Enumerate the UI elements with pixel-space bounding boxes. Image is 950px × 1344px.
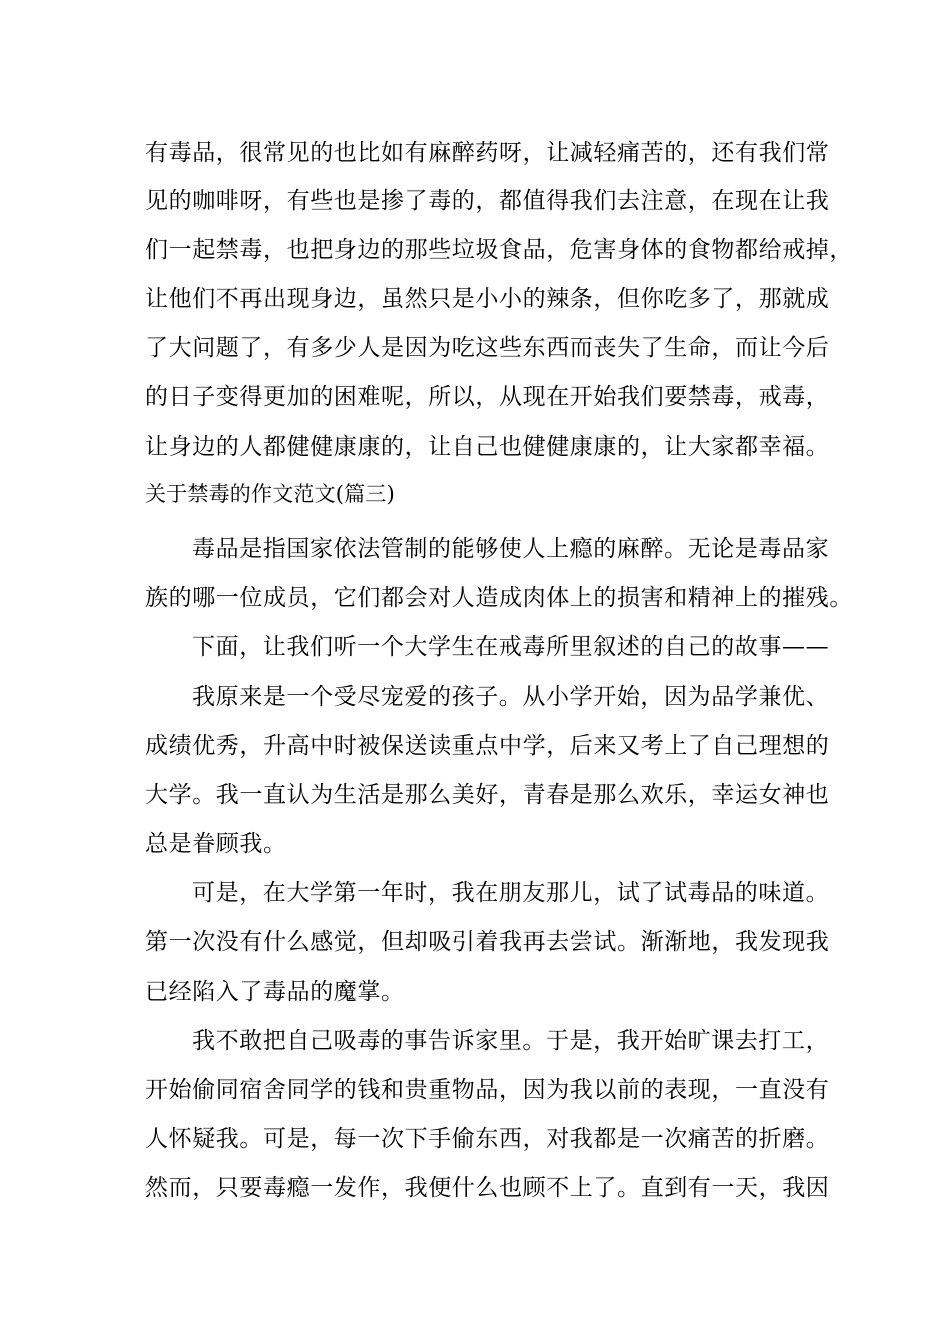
text-line: 我原来是一个受尽宠爱的孩子。从小学开始，因为品学兼优、	[192, 684, 830, 710]
text-line: 然而，只要毒瘾一发作，我便什么也顾不上了。直到有一天，我因	[145, 1175, 830, 1201]
text-line: 人怀疑我。可是，每一次下手偷东西，对我都是一次痛苦的折磨。	[145, 1126, 830, 1152]
text-line: 下面，让我们听一个大学生在戒毒所里叙述的自己的故事——	[192, 634, 830, 660]
text-line: 总是眷顾我。	[145, 831, 287, 857]
text-line: 可是，在大学第一年时，我在朋友那儿，试了试毒品的味道。	[192, 880, 830, 906]
text-line: 的日子变得更加的困难呢，所以，从现在开始我们要禁毒，戒毒，	[145, 384, 830, 410]
text-line: 第一次没有什么感觉，但却吸引着我再去尝试。渐渐地，我发现我	[145, 929, 830, 955]
section-heading: 关于禁毒的作文范文(篇三)	[145, 482, 395, 506]
text-line: 让身边的人都健健康康的，让自己也健健康康的，让大家都幸福。	[145, 434, 830, 460]
text-line: 族的哪一位成员，它们都会对人造成肉体上的损害和精神上的摧残。	[145, 585, 853, 611]
text-line: 开始偷同宿舍同学的钱和贵重物品，因为我以前的表现，一直没有	[145, 1077, 830, 1103]
text-line: 了大问题了，有多少人是因为吃这些东西而丧失了生命，而让今后	[145, 335, 830, 361]
text-line: 们一起禁毒，也把身边的那些垃圾食品，危害身体的食物都给戒掉，	[145, 237, 853, 263]
text-line: 让他们不再出现身边，虽然只是小小的辣条，但你吃多了，那就成	[145, 286, 830, 312]
text-line: 毒品是指国家依法管制的能够使人上瘾的麻醉。无论是毒品家	[192, 536, 830, 562]
text-line: 有毒品，很常见的也比如有麻醉药呀，让减轻痛苦的，还有我们常	[145, 140, 830, 166]
text-line: 已经陷入了毒品的魔掌。	[145, 979, 405, 1005]
text-line: 成绩优秀，升高中时被保送读重点中学，后来又考上了自己理想的	[145, 733, 830, 759]
text-line: 大学。我一直认为生活是那么美好，青春是那么欢乐，幸运女神也	[145, 782, 830, 808]
text-line: 见的咖啡呀，有些也是掺了毒的，都值得我们去注意，在现在让我	[145, 188, 830, 214]
text-line: 我不敢把自己吸毒的事告诉家里。于是，我开始旷课去打工，	[192, 1028, 830, 1054]
